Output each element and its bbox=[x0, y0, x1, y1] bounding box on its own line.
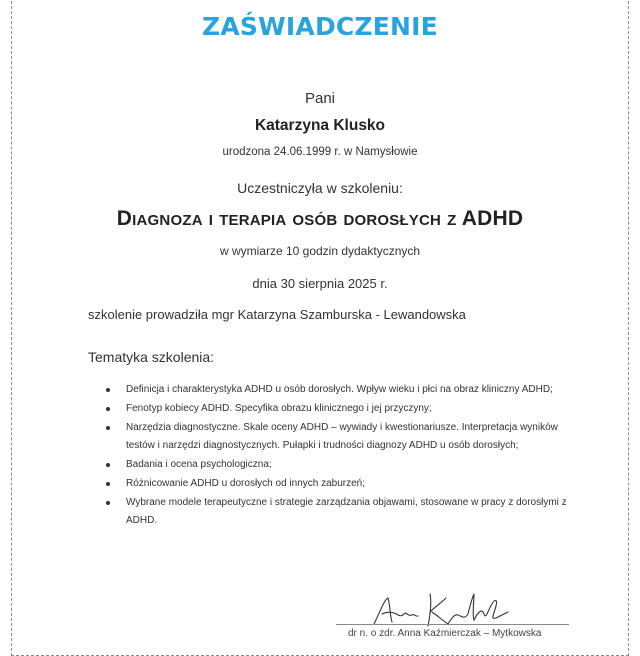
course-date: dnia 30 sierpnia 2025 r. bbox=[252, 276, 388, 291]
topic-item bbox=[101, 475, 571, 493]
bullet-icon bbox=[106, 426, 110, 430]
bullet-icon bbox=[106, 388, 110, 392]
topics-heading: Tematyka szkolenia: bbox=[88, 349, 215, 365]
topic-item bbox=[101, 381, 571, 399]
bullet-icon bbox=[106, 501, 110, 505]
bullet-icon bbox=[106, 407, 110, 411]
bullet-icon bbox=[106, 482, 110, 486]
handwritten-signature bbox=[370, 584, 530, 634]
trainer-info: szkolenie prowadziła mgr Katarzyna Szamburska - Lewandowska bbox=[88, 307, 466, 322]
birth-info: urodzona 24.06.1999 r. w Namysłowie bbox=[222, 146, 418, 158]
course-title: Diagnoza i terapia osób dorosłych z ADHD bbox=[116, 207, 524, 230]
course-hours: w wymiarze 10 godzin dydaktycznych bbox=[219, 244, 421, 258]
topics-list bbox=[101, 381, 571, 531]
topic-item bbox=[101, 456, 571, 474]
topic-text: Wybrane modele terapeutyczne i strategie zarządzania objawami, stosowane w pracy z dorosłymi z ADHD. bbox=[126, 497, 567, 526]
bullet-icon bbox=[106, 463, 110, 467]
signer-name: dr n. o zdr. Anna Kaźmierczak – Mytkowska bbox=[348, 628, 542, 639]
topic-text: Definicja i charakterystyka ADHD u osób dorosłych. Wpływ wieku i płci na obraz kliniczny ADHD; bbox=[126, 384, 553, 395]
topic-item bbox=[101, 494, 571, 530]
participation-text: Uczestniczyła w szkoleniu: bbox=[237, 180, 403, 196]
certificate-title: ZAŚWIADCZENIE bbox=[202, 12, 438, 41]
recipient-name: Katarzyna Klusko bbox=[254, 117, 386, 134]
topic-text: Fenotyp kobiecy ADHD. Specyfika obrazu klinicznego i jej przyczyny; bbox=[126, 403, 432, 414]
topic-text: Narzędzia diagnostyczne. Skale oceny ADHD – wywiady i kwestionariusze. Interpretacja wyników testów i narzędzi diagnostycznych. Pułapki i trudności diagnozy ADHD u osób dorosłych; bbox=[126, 422, 558, 451]
topic-text: Badania i ocena psychologiczna; bbox=[126, 459, 272, 470]
topic-text: Różnicowanie ADHD u dorosłych od innych zaburzeń; bbox=[126, 478, 366, 489]
topic-item bbox=[101, 419, 571, 455]
topic-item bbox=[101, 400, 571, 418]
salutation: Pani bbox=[304, 90, 336, 107]
signature-line bbox=[336, 624, 569, 625]
